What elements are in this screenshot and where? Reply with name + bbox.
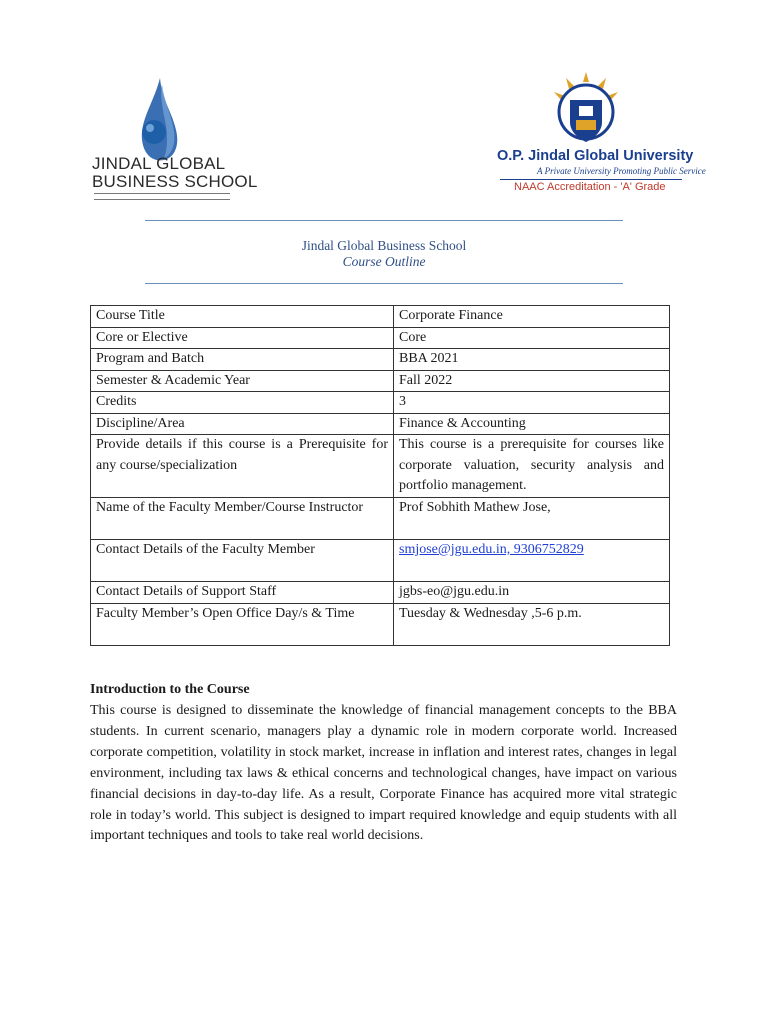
opjgu-name: O.P. Jindal Global University <box>497 148 694 164</box>
row-label: Core or Elective <box>91 327 394 349</box>
faculty-email-link[interactable]: smjose@jgu.edu.in, 9306752829 <box>399 542 584 557</box>
document-title: Jindal Global Business School <box>301 238 467 253</box>
table-row <box>91 498 670 540</box>
naac-accreditation: NAAC Accreditation - 'A' Grade <box>514 181 666 193</box>
table-row <box>91 435 670 498</box>
opjgu-tagline: A Private University Promoting Public Service <box>537 166 706 176</box>
row-value: Corporate Finance <box>394 306 670 328</box>
row-label: Faculty Member’s Open Office Day/s & Time <box>91 603 394 645</box>
table-row <box>91 582 670 604</box>
row-value: Tuesday & Wednesday ,5-6 p.m. <box>394 603 670 645</box>
header-rule-bottom <box>145 283 623 284</box>
table-row <box>91 603 670 645</box>
row-label: Contact Details of Support Staff <box>91 582 394 604</box>
table-row <box>91 413 670 435</box>
row-label: Name of the Faculty Member/Course Instructor <box>91 498 394 540</box>
intro-body: This course is designed to disseminate the knowledge of financial management concepts to the BBA students. In current scenario, managers play a dynamic role in modern corporate world. Increased corporate competition, volatility in stock market, increase in inflation and interest rates, changes in legal environment, including tax laws & ethical concerns and technological changes, have impact on various financial decisions in day-to-day life. As a result, Corporate Finance has acquired more vital strategic role in today’s world. This subject is designed to impart required knowledge and equip students with all important techniques and tools to take real world decisions. <box>90 703 677 844</box>
row-value <box>394 540 670 582</box>
row-value: Prof Sobhith Mathew Jose, <box>394 498 670 540</box>
course-info-table <box>90 305 670 646</box>
jgbs-tagline-rule <box>94 193 230 200</box>
row-label: Course Title <box>91 306 394 328</box>
row-value: Fall 2022 <box>394 370 670 392</box>
row-label: Provide details if this course is a Prerequisite for any course/specialization <box>91 435 394 498</box>
row-label: Program and Batch <box>91 349 394 371</box>
jgbs-name <box>92 155 258 191</box>
opjgu-divider <box>500 179 682 180</box>
row-value: jgbs-eo@jgu.edu.in <box>394 582 670 604</box>
row-label: Contact Details of the Faculty Member <box>91 540 394 582</box>
row-value: Finance & Accounting <box>394 413 670 435</box>
table-row <box>91 306 670 328</box>
globe-icon <box>142 120 166 144</box>
header-rule-top <box>145 220 623 221</box>
row-value: BBA 2021 <box>394 349 670 371</box>
row-label: Credits <box>91 392 394 414</box>
row-value: Core <box>394 327 670 349</box>
jgbs-name-line1: JINDAL GLOBAL <box>92 154 226 173</box>
document-subtitle: Course Outline <box>342 254 426 269</box>
row-label: Semester & Academic Year <box>91 370 394 392</box>
table-row <box>91 349 670 371</box>
table-row <box>91 540 670 582</box>
table-row <box>91 392 670 414</box>
intro-heading: Introduction to the Course <box>90 682 250 697</box>
opjgu-crest-icon <box>548 72 624 152</box>
table-row <box>91 327 670 349</box>
jgbs-name-line2: BUSINESS SCHOOL <box>92 172 258 191</box>
row-value: 3 <box>394 392 670 414</box>
row-value: This course is a prerequisite for courses like corporate valuation, security analysis and portfolio management. <box>394 435 670 498</box>
table-row <box>91 370 670 392</box>
row-label: Discipline/Area <box>91 413 394 435</box>
